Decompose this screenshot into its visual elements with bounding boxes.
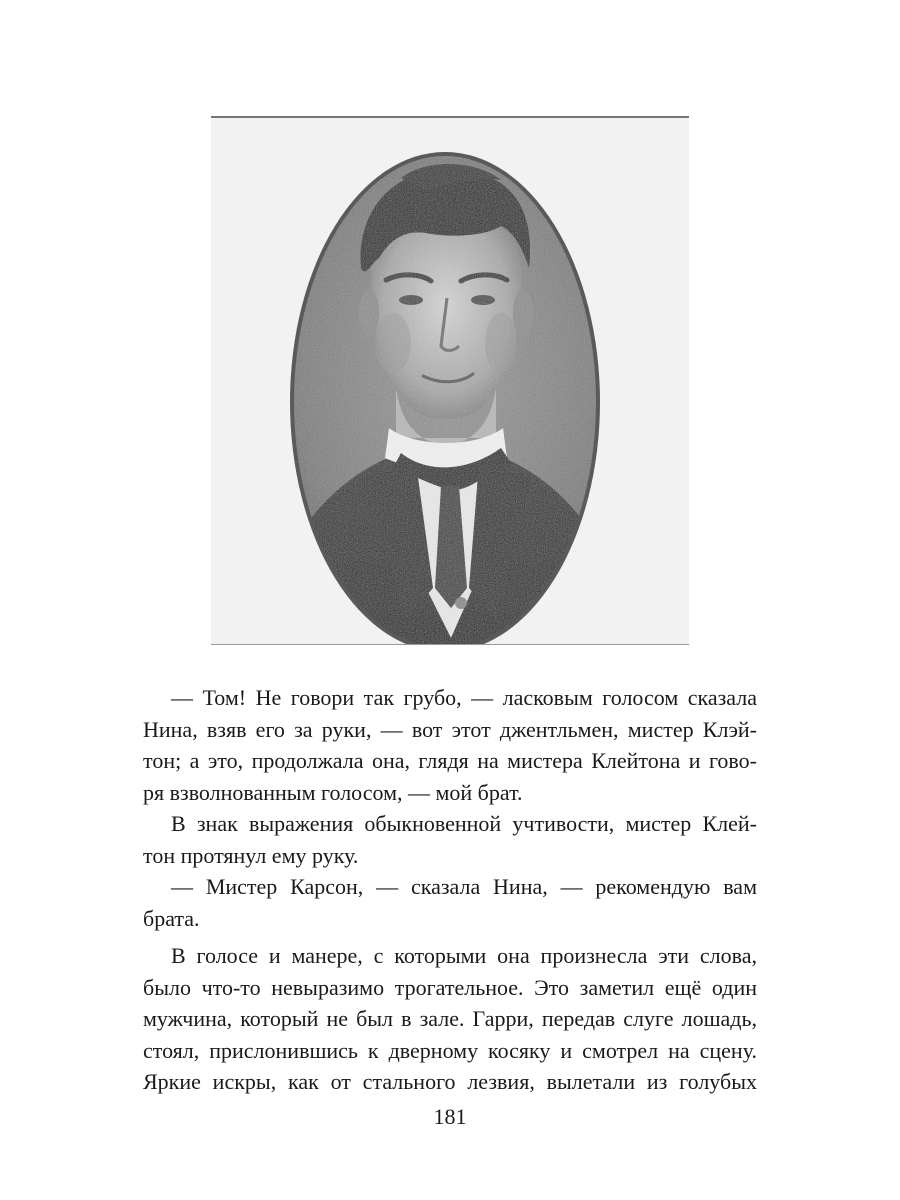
text-line: брата. bbox=[143, 905, 200, 931]
text-line: — Мистер Карсон, — сказала Нина, — рекомендую вам bbox=[171, 874, 757, 899]
text-line: тон; а это, продолжала она, глядя на мистера Клейтона и гово- bbox=[143, 748, 757, 773]
text-line: Яркие искры, как от стального лезвия, вылетали из голубых bbox=[143, 1069, 757, 1094]
paragraph bbox=[143, 940, 757, 1098]
paragraph bbox=[143, 808, 757, 871]
body-text bbox=[143, 682, 757, 1098]
text-line: стоял, прислонившись к дверному косяку и смотрел на сцену. bbox=[143, 1037, 757, 1063]
text-line: было что-то невыразимо трогательное. Это заметил ещё один bbox=[143, 974, 757, 1000]
text-line: ря взволнованным голосом, — мой брат. bbox=[143, 779, 523, 805]
portrait-photo bbox=[211, 118, 689, 644]
text-line: — Том! Не говори так грубо, — ласковым голосом сказала bbox=[171, 685, 757, 710]
text-line: Нина, взяв его за руки, — вот этот джентльмен, мистер Клэй- bbox=[143, 716, 757, 742]
text-line: тон протянул ему руку. bbox=[143, 842, 359, 868]
text-line: В голосе и манере, с которыми она произнесла эти слова, bbox=[171, 943, 757, 968]
text-line: В знак выражения обыкновенной учтивости, мистер Клей- bbox=[171, 811, 757, 836]
paragraph bbox=[143, 871, 757, 934]
portrait-illustration bbox=[211, 116, 689, 645]
page-number: 181 bbox=[433, 1104, 467, 1129]
text-line: мужчина, который не был в зале. Гарри, передав слуге лошадь, bbox=[143, 1006, 757, 1031]
paragraph bbox=[143, 682, 757, 808]
